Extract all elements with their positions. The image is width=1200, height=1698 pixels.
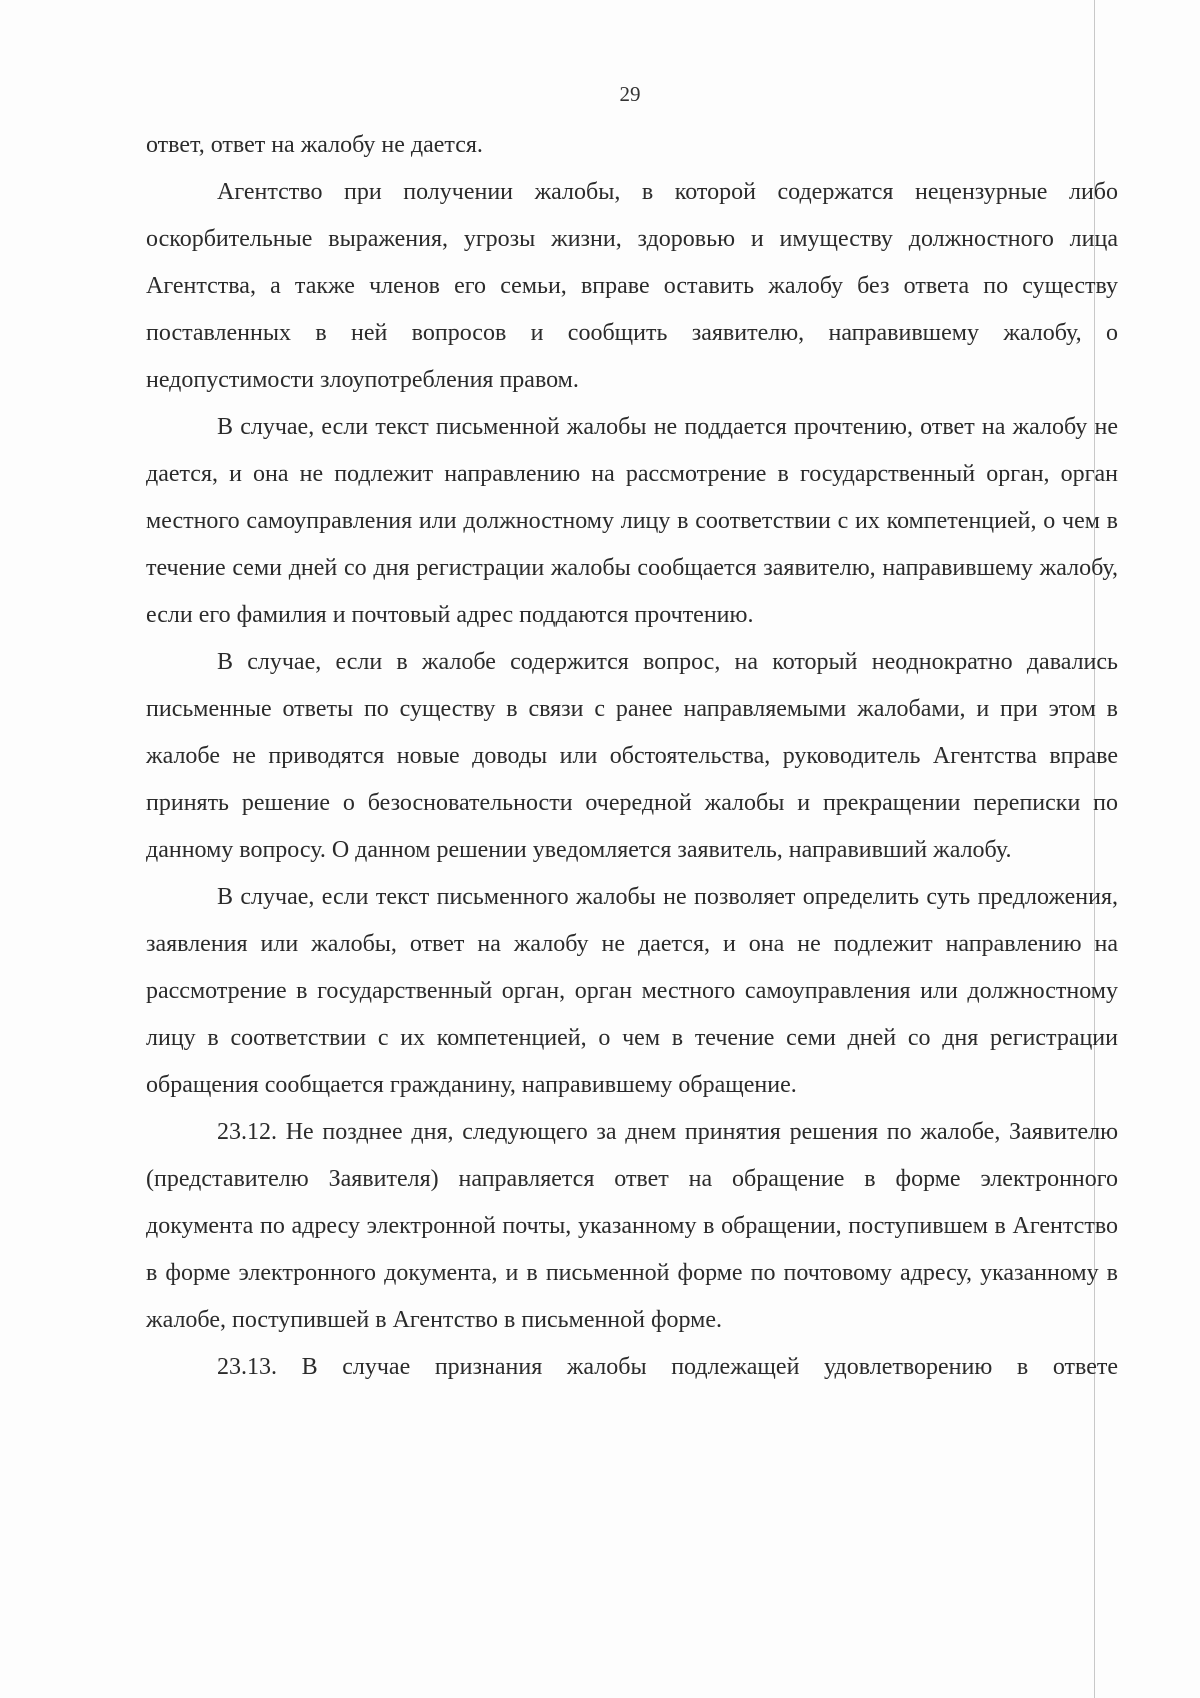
paragraph-continuation: ответ, ответ на жалобу не дается. bbox=[146, 132, 483, 158]
paragraph: Агентство при получении жалобы, в которой содержатся нецензурные либо оскорбительные выражения, угрозы жизни, здоровью и имуществу должностного лица Агентства, а также членов его семьи, вправе оставить жалобу без ответа по существу поставленных в ней вопросов и сообщить заявителю, направившему жалобу, о недопустимости злоупотребления правом. bbox=[146, 179, 1118, 393]
document-body bbox=[146, 122, 1118, 1391]
paragraph-23-12: 23.12. Не позднее дня, следующего за днем принятия решения по жалобе, Заявителю (представителю Заявителя) направляется ответ на обращение в форме электронного документа по адресу электронной почты, указанному в обращении, поступившем в Агентство в форме электронного документа, и в письменной форме по почтовому адресу, указанному в жалобе, поступившей в Агентство в письменной форме. bbox=[146, 1119, 1118, 1333]
paragraph: В случае, если текст письменной жалобы не поддается прочтению, ответ на жалобу не дается, и она не подлежит направлению на рассмотрение в государственный орган, орган местного самоуправления или должностному лицу в соответствии с их компетенцией, о чем в течение семи дней со дня регистрации жалобы сообщается заявителю, направившему жалобу, если его фамилия и почтовый адрес поддаются прочтению. bbox=[146, 414, 1118, 628]
paragraph-23-13: 23.13. В случае признания жалобы подлежащей удовлетворению в ответе bbox=[217, 1354, 1118, 1380]
page-number: 29 bbox=[619, 82, 641, 106]
paragraph: В случае, если текст письменного жалобы не позволяет определить суть предложения, заявления или жалобы, ответ на жалобу не дается, и она не подлежит направлению на рассмотрение в государственный орган, орган местного самоуправления или должностному лицу в соответствии с их компетенцией, о чем в течение семи дней со дня регистрации обращения сообщается гражданину, направившему обращение. bbox=[146, 884, 1118, 1098]
paragraph: В случае, если в жалобе содержится вопрос, на который неоднократно давались письменные ответы по существу в связи с ранее направляемыми жалобами, и при этом в жалобе не приводятся новые доводы или обстоятельства, руководитель Агентства вправе принять решение о безосновательности очередной жалобы и прекращении переписки по данному вопросу. О данном решении уведомляется заявитель, направивший жалобу. bbox=[146, 649, 1118, 863]
